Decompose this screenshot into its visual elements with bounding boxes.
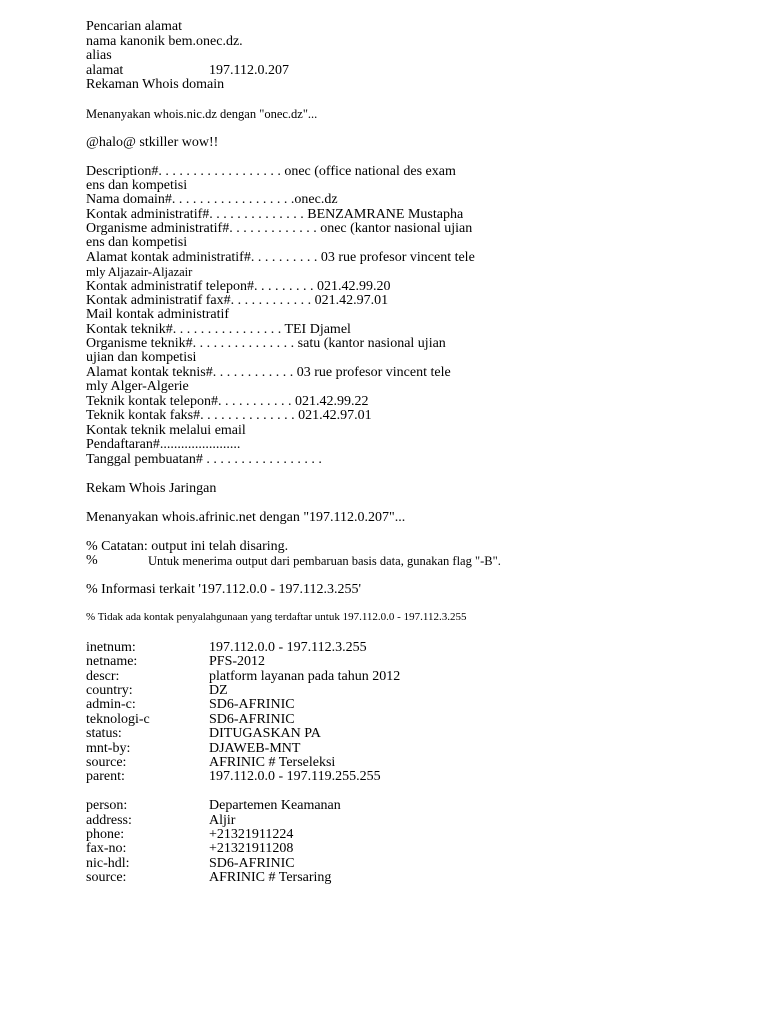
field-key: address: [86,813,132,828]
network-whois-heading: Rekam Whois Jaringan [86,481,217,496]
field-key: fax-no: [86,841,127,856]
field-value: PFS-2012 [209,654,266,669]
network-query: Menanyakan whois.afrinic.net dengan "197.112.0.207"... [86,510,406,525]
canonical-name: nama kanonik bem.onec.dz. [86,34,243,49]
domain-line: Alamat kontak teknis#. . . . . . . . . . . . 03 rue profesor vincent tele [86,365,451,380]
range-info: % Informasi terkait '197.112.0.0 - 197.112.3.255' [86,582,362,597]
field-key: teknologi-c [86,712,150,727]
field-value: Aljir [209,813,236,828]
field-value: DITUGASKAN PA [209,726,321,741]
field-key: descr: [86,669,120,684]
field-value: AFRINIC # Tersaring [209,870,332,885]
domain-line: Mail kontak administratif [86,307,230,322]
field-key: nic-hdl: [86,856,130,871]
domain-line: Kontak teknik#. . . . . . . . . . . . . . . . TEI Djamel [86,322,351,337]
domain-line: Kontak teknik melalui email [86,423,246,438]
field-key: source: [86,755,127,770]
domain-line: Organisme teknik#. . . . . . . . . . . . . . . satu (kantor nasional ujian [86,336,446,351]
domain-line: ujian dan kompetisi [86,350,197,365]
domain-line: Kontak administratif fax#. . . . . . . . . . . . 021.42.97.01 [86,293,389,308]
field-value: AFRINIC # Terseleksi [209,755,336,770]
domain-line: Kontak administratif telepon#. . . . . . . . . 021.42.99.20 [86,279,391,294]
address-value: 197.112.0.207 [209,63,289,78]
dns-heading: Pencarian alamat [86,19,183,34]
domain-line: Nama domain#. . . . . . . . . . . . . . . . . .onec.dz [86,192,338,207]
field-key: phone: [86,827,125,842]
domain-line: Teknik kontak faks#. . . . . . . . . . . . . . 021.42.97.01 [86,408,372,423]
field-value: platform layanan pada tahun 2012 [209,669,401,684]
domain-line: ens dan kompetisi [86,178,188,193]
field-value: Departemen Keamanan [209,798,341,813]
greeting: @halo@ stkiller wow!! [86,135,219,150]
domain-line: Organisme administratif#. . . . . . . . . . . . . onec (kantor nasional ujian [86,221,473,236]
domain-line: mly Alger-Algerie [86,379,189,394]
field-key: status: [86,726,122,741]
field-value: +21321911208 [209,841,294,856]
domain-line: Kontak administratif#. . . . . . . . . . . . . . BENZAMRANE Mustapha [86,207,464,222]
field-key: inetnum: [86,640,136,655]
address-label: alamat [86,63,124,78]
field-key: netname: [86,654,138,669]
brief-flag-note: Untuk menerima output dari pembaruan basis data, gunakan flag "-B". [148,554,501,568]
field-key: parent: [86,769,125,784]
domain-line: Tanggal pembuatan# . . . . . . . . . . . . . . . . . [86,452,322,467]
alias-label: alias [86,48,112,63]
filtered-note: % Catatan: output ini telah disaring. [86,539,289,554]
field-key: person: [86,798,128,813]
field-key: admin-c: [86,697,136,712]
field-value: 197.112.0.0 - 197.119.255.255 [209,769,381,784]
domain-query: Menanyakan whois.nic.dz dengan "onec.dz"... [86,107,318,121]
field-value: DZ [209,683,228,698]
field-key: country: [86,683,133,698]
domain-line: ens dan kompetisi [86,235,188,250]
field-key: source: [86,870,127,885]
domain-line: Alamat kontak administratif#. . . . . . . . . . 03 rue profesor vincent tele [86,250,475,265]
no-abuse-contact-note: % Tidak ada kontak penyalahgunaan yang terdaftar untuk 197.112.0.0 - 197.112.3.255 [86,611,467,623]
field-value: DJAWEB-MNT [209,741,301,756]
field-value: SD6-AFRINIC [209,712,295,727]
note-prefix: % [86,553,98,568]
field-key: mnt-by: [86,741,131,756]
domain-line: Teknik kontak telepon#. . . . . . . . . . . 021.42.99.22 [86,394,369,409]
domain-line: mly Aljazair-Aljazair [86,265,193,279]
field-value: +21321911224 [209,827,294,842]
field-value: 197.112.0.0 - 197.112.3.255 [209,640,367,655]
domain-line: Description#. . . . . . . . . . . . . . . . . . onec (office national des exam [86,164,456,179]
field-value: SD6-AFRINIC [209,697,295,712]
field-value: SD6-AFRINIC [209,856,295,871]
domain-whois-heading: Rekaman Whois domain [86,77,225,92]
domain-line: Pendaftaran#....................... [86,437,241,452]
